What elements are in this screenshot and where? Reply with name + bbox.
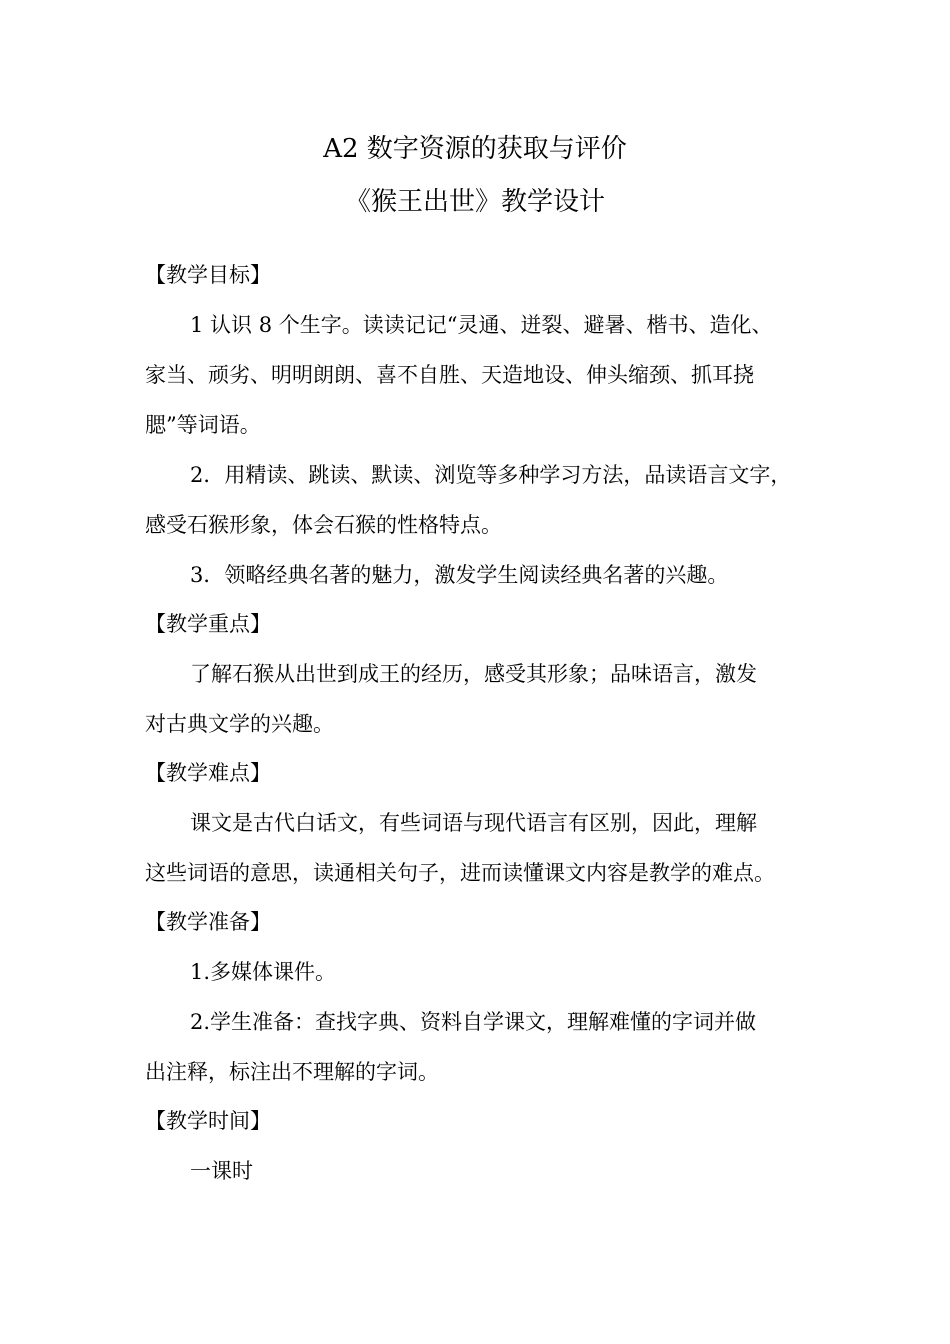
preparation-item-1: 1.多媒体课件。 [190, 960, 337, 984]
key-points-line-2: 对古典文学的兴趣。 [145, 712, 334, 736]
preparation-item-2-line-2: 出注释，标注出不理解的字词。 [145, 1060, 439, 1084]
objective-2-line-1: 2．用精读、跳读、默读、浏览等多种学习方法，品读语言文字， [190, 463, 792, 487]
section-heading-key-points: 【教学重点】 [145, 612, 271, 636]
section-heading-preparation: 【教学准备】 [145, 910, 271, 934]
objective-2-line-2: 感受石猴形象，体会石猴的性格特点。 [145, 513, 502, 537]
document-title-line-1: A2 数字资源的获取与评价 [323, 134, 627, 164]
objective-1-line-2: 家当、顽劣、明明朗朗、喜不自胜、天造地设、伸头缩颈、抓耳挠 [145, 363, 754, 387]
objective-1-line-3: 腮”等词语。 [145, 413, 261, 437]
objective-1-line-1: 1 认识 8 个生字。读读记记“灵通、迸裂、避暑、楷书、造化、 [190, 313, 773, 337]
objective-3-line-1: 3．领略经典名著的魅力，激发学生阅读经典名著的兴趣。 [190, 563, 729, 587]
document-title-line-2: 《猴王出世》教学设计 [344, 187, 605, 217]
section-heading-objectives: 【教学目标】 [145, 263, 271, 287]
time-value: 一课时 [190, 1159, 253, 1183]
section-heading-time: 【教学时间】 [145, 1109, 271, 1133]
preparation-item-2-line-1: 2.学生准备：查找字典、资料自学课文，理解难懂的字词并做 [190, 1010, 757, 1034]
difficulties-line-2: 这些词语的意思，读通相关句子，进而读懂课文内容是教学的难点。 [145, 861, 775, 885]
difficulties-line-1: 课文是古代白话文，有些词语与现代语言有区别，因此，理解 [190, 811, 757, 835]
section-heading-difficulties: 【教学难点】 [145, 761, 271, 785]
key-points-line-1: 了解石猴从出世到成王的经历，感受其形象；品味语言，激发 [190, 662, 757, 686]
